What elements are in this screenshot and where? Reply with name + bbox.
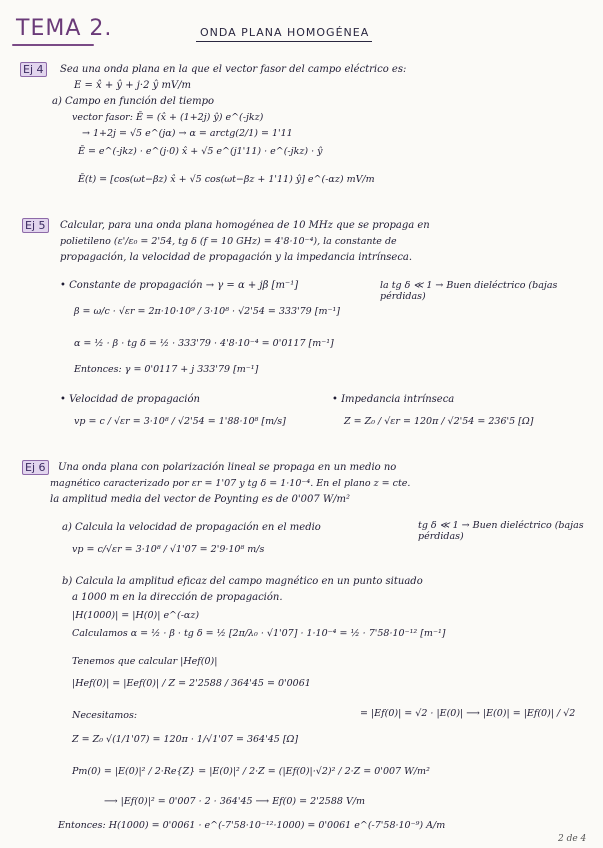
ej5-gamma-result: Entonces: γ = 0'0117 + j 333'79 [m⁻¹]	[74, 364, 259, 375]
ej6-part-a: a) Calcula la velocidad de propagación en el medio	[62, 522, 321, 533]
ej6-e0: ⟶ |Ef(0)|² = 0'007 · 2 · 364'45 ⟶ Ef(0) = 2'2588 V/m	[104, 796, 366, 807]
ej6-part-b: b) Calcula la amplitud eficaz del campo magnético en un punto situado	[62, 576, 423, 587]
ej6-h0: |Hef(0)| = |Eef(0)| / Z = 2'2588 / 364'45 = 0'0061	[72, 678, 311, 689]
ej5-alpha: α = ½ · β · tg δ = ½ · 333'79 · 4'8·10⁻⁴ = 0'0117 [m⁻¹]	[74, 338, 334, 349]
section-heading: ONDA PLANA HOMOGÉNEA	[200, 26, 370, 39]
ej4-phasor-expanded: Ē = e^(-jkz) · e^(j·0) x̂ + √5 e^(j1'11) · e^(-jkz) · ŷ	[78, 146, 323, 157]
ej5-impedance: Z = Z₀ / √εr = 120π / √2'54 = 236'5 [Ω]	[344, 416, 534, 427]
ej6-part-b-cont: a 1000 m en la dirección de propagación.	[72, 592, 283, 603]
ej6-calc-h0: Tenemos que calcular |Hef(0)|	[72, 656, 218, 667]
page-title: TEMA 2.	[16, 16, 113, 41]
ej6-impedance: Z = Z₀ √(1/1'07) = 120π · 1/√1'07 = 364'45 [Ω]	[72, 734, 299, 745]
ej4-polar-form: → 1+2j = √5 e^(jα) → α = arctg(2/1) = 1'11	[82, 128, 293, 139]
ej5-statement-3: propagación, la velocidad de propagación y la impedancia intrínseca.	[60, 252, 413, 263]
ej6-necesitamos: Necesitamos:	[72, 710, 138, 721]
ej4-statement: Sea una onda plana en la que el vector fasor del campo eléctrico es:	[60, 64, 407, 75]
ej6-statement-2: magnético caracterizado por εr = 1'07 y tg δ = 1·10⁻⁴. En el plano z = cte.	[50, 478, 411, 489]
exercise-5-label: Ej 5	[22, 218, 49, 233]
ej5-velocity: vp = c / √εr = 3·10⁸ / √2'54 = 1'88·10⁸ [m/s]	[74, 416, 286, 427]
ej5-propagation-constant: • Constante de propagación → γ = α + jβ [m⁻¹]	[60, 280, 299, 291]
ej4-time-domain: Ē(t) = [cos(ωt−βz) x̂ + √5 cos(ωt−βz + 1'11) ŷ] e^(-αz) mV/m	[78, 174, 375, 185]
ej5-velocity-heading: • Velocidad de propagación	[60, 394, 200, 405]
ej6-h-1000-formula: |H(1000)| = |H(0)| e^(-αz)	[72, 610, 200, 621]
ej6-result: Entonces: H(1000) = 0'0061 · e^(-7'58·10⁻¹²·1000) = 0'0061 e^(-7'58·10⁻⁹) A/m	[58, 820, 446, 831]
heading-underline	[196, 41, 372, 42]
ej6-poynting: Pm(0) = |E(0)|² / 2·Re{Z} = |E(0)|² / 2·Z = (|Ef(0)|·√2)² / 2·Z = 0'007 W/m²	[72, 766, 430, 777]
ej6-statement-1: Una onda plana con polarización lineal se propaga en un medio no	[58, 462, 397, 473]
ej5-statement-1: Calcular, para una onda plana homogénea de 10 MHz que se propaga en	[60, 220, 430, 231]
ej5-side-note: la tg δ ≪ 1 → Buen dieléctrico (bajas pérdidas)	[380, 280, 558, 302]
ej4-vector-fasor: vector fasor: Ē = (x̂ + (1+2j) ŷ) e^(-jkz)	[72, 112, 264, 123]
ej6-side-note-1: tg δ ≪ 1 → Buen dieléctrico (bajas pérdidas)	[418, 520, 584, 542]
ej4-phasor: E = x̂ + ŷ + j·2 ŷ mV/m	[74, 80, 192, 91]
ej6-statement-3: la amplitud media del vector de Poynting es de 0'007 W/m²	[50, 494, 351, 505]
exercise-4-label: Ej 4	[20, 62, 47, 77]
page-number: 2 de 4	[558, 834, 587, 844]
ej5-beta: β = ω/c · √εr = 2π·10·10⁹ / 3·10⁸ · √2'54 = 333'79 [m⁻¹]	[74, 306, 340, 317]
title-underline	[12, 44, 94, 46]
ej6-side-note-2: = |Ef(0)| = √2 · |E(0)| ⟶ |E(0)| = |Ef(0)| / √2	[360, 708, 576, 719]
ej6-velocity: vp = c/√εr = 3·10⁸ / √1'07 = 2'9·10⁸ m/s	[72, 544, 265, 555]
ej4-part-a: a) Campo en función del tiempo	[52, 96, 215, 107]
exercise-6-label: Ej 6	[22, 460, 49, 475]
ej6-alpha: Calculamos α = ½ · β · tg δ = ½ [2π/λ₀ · √1'07] · 1·10⁻⁴ = ½ · 7'58·10⁻¹² [m⁻¹]	[72, 628, 446, 639]
ej5-impedance-heading: • Impedancia intrínseca	[332, 394, 455, 405]
ej5-statement-2: polietileno (ε'/ε₀ = 2'54, tg δ (f = 10 GHz) = 4'8·10⁻⁴), la constante de	[60, 236, 397, 247]
